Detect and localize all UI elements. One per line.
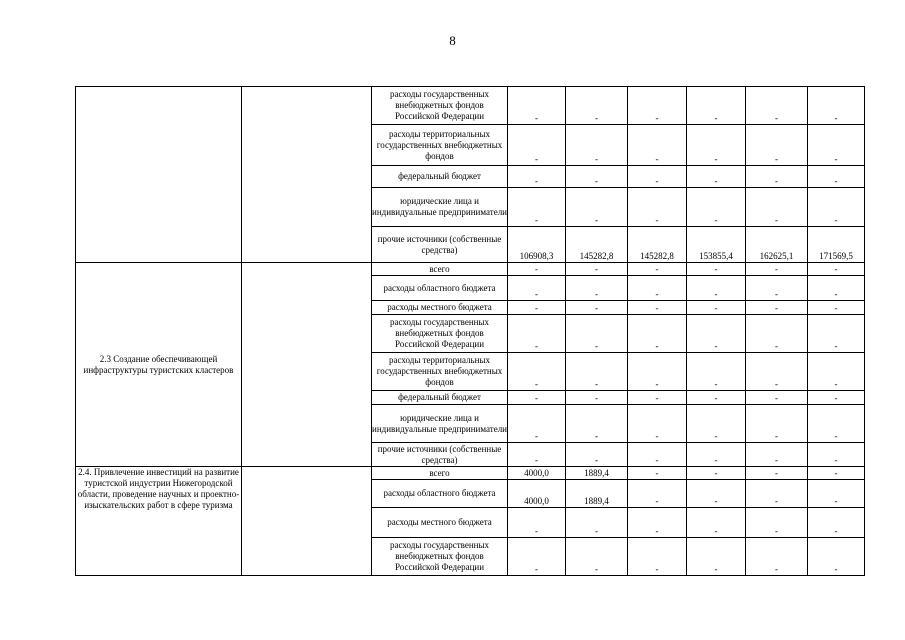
value-cell: - [566, 443, 628, 467]
value-cell: - [687, 188, 746, 227]
value-cell: - [508, 391, 566, 405]
value-cell: - [566, 353, 628, 391]
value-cell: - [508, 263, 566, 276]
value-cell: - [808, 263, 865, 276]
value-cell: - [808, 353, 865, 391]
value-cell: - [508, 87, 566, 125]
value-cell: 145282,8 [628, 227, 687, 263]
value-cell: - [746, 166, 808, 188]
funding-source-cell: юридические лица и индивидуальные предприниматели [372, 405, 508, 443]
value-cell: - [687, 87, 746, 125]
funding-source-cell: расходы областного бюджета [372, 276, 508, 301]
value-cell: - [808, 480, 865, 508]
funding-table-body [76, 87, 865, 576]
value-cell: - [808, 301, 865, 315]
value-cell: - [746, 538, 808, 576]
value-cell: - [746, 315, 808, 353]
value-cell: 4000,0 [508, 467, 566, 480]
value-cell: - [628, 301, 687, 315]
value-cell: - [687, 405, 746, 443]
value-cell: - [687, 480, 746, 508]
value-cell: - [808, 405, 865, 443]
value-cell: - [808, 508, 865, 538]
value-cell: - [566, 125, 628, 166]
value-cell: - [808, 87, 865, 125]
value-cell: - [746, 353, 808, 391]
value-cell: - [687, 467, 746, 480]
value-cell: - [746, 263, 808, 276]
value-cell: - [508, 301, 566, 315]
program-cell: 2.3 Создание обеспечивающей инфраструктуры туристских кластеров [76, 263, 242, 467]
value-cell: - [808, 443, 865, 467]
funding-source-cell: расходы территориальных государственных внебюджетных фондов [372, 353, 508, 391]
value-cell: - [687, 166, 746, 188]
funding-source-cell: расходы областного бюджета [372, 480, 508, 508]
value-cell: - [808, 538, 865, 576]
program-cell: 2.4. Привлечение инвестиций на развитие туристской индустрии Нижегородской области, проведение научных и проектно-изыскательских работ в сфере туризма [76, 467, 242, 576]
value-cell: - [628, 263, 687, 276]
funding-source-cell: юридические лица и индивидуальные предприниматели [372, 188, 508, 227]
value-cell: - [808, 188, 865, 227]
value-cell: - [628, 391, 687, 405]
table-row [76, 263, 865, 276]
value-cell: - [628, 480, 687, 508]
value-cell: - [687, 508, 746, 538]
table-row [76, 87, 865, 125]
funding-source-cell: федеральный бюджет [372, 166, 508, 188]
value-cell: - [508, 188, 566, 227]
value-cell: 106908,3 [508, 227, 566, 263]
value-cell: - [628, 125, 687, 166]
value-cell: - [746, 125, 808, 166]
value-cell: - [566, 301, 628, 315]
value-cell: - [508, 508, 566, 538]
value-cell: - [628, 405, 687, 443]
value-cell: - [566, 87, 628, 125]
program-cell [76, 87, 242, 263]
value-cell: - [687, 301, 746, 315]
value-cell: - [628, 538, 687, 576]
funding-source-cell: всего [372, 263, 508, 276]
value-cell: - [746, 276, 808, 301]
value-cell: - [508, 315, 566, 353]
funding-source-cell: расходы местного бюджета [372, 301, 508, 315]
funding-table [75, 86, 865, 576]
value-cell: - [808, 125, 865, 166]
funding-source-cell: расходы государственных внебюджетных фондов Российской Федерации [372, 315, 508, 353]
value-cell: - [566, 391, 628, 405]
value-cell: - [566, 263, 628, 276]
funding-source-cell: расходы территориальных государственных внебюджетных фондов [372, 125, 508, 166]
funding-source-cell: прочие источники (собственные средства) [372, 227, 508, 263]
value-cell: - [687, 125, 746, 166]
value-cell: - [687, 263, 746, 276]
measure-cell [242, 467, 372, 576]
value-cell: - [508, 443, 566, 467]
value-cell: - [808, 391, 865, 405]
value-cell: - [566, 276, 628, 301]
value-cell: - [808, 166, 865, 188]
value-cell: - [508, 276, 566, 301]
value-cell: - [746, 508, 808, 538]
table-row [76, 467, 865, 480]
funding-source-cell: всего [372, 467, 508, 480]
value-cell: 171569,5 [808, 227, 865, 263]
funding-source-cell: федеральный бюджет [372, 391, 508, 405]
value-cell: - [746, 443, 808, 467]
funding-source-cell: прочие источники (собственные средства) [372, 443, 508, 467]
page-number: 8 [449, 33, 456, 48]
value-cell: 153855,4 [687, 227, 746, 263]
value-cell: - [566, 508, 628, 538]
value-cell: - [628, 166, 687, 188]
value-cell: - [687, 443, 746, 467]
value-cell: - [746, 480, 808, 508]
value-cell: - [508, 405, 566, 443]
value-cell: 145282,8 [566, 227, 628, 263]
value-cell: - [746, 391, 808, 405]
value-cell: 1889,4 [566, 467, 628, 480]
value-cell: - [687, 315, 746, 353]
funding-source-cell: расходы государственных внебюджетных фондов Российской Федерации [372, 87, 508, 125]
value-cell: - [628, 443, 687, 467]
value-cell: - [566, 538, 628, 576]
value-cell: - [746, 301, 808, 315]
value-cell: - [566, 405, 628, 443]
value-cell: 162625,1 [746, 227, 808, 263]
value-cell: - [628, 276, 687, 301]
value-cell: - [808, 276, 865, 301]
value-cell: - [808, 467, 865, 480]
value-cell: - [628, 87, 687, 125]
value-cell: - [566, 166, 628, 188]
funding-source-cell: расходы государственных внебюджетных фондов Российской Федерации [372, 538, 508, 576]
value-cell: - [746, 405, 808, 443]
value-cell: - [508, 125, 566, 166]
value-cell: - [628, 188, 687, 227]
value-cell: - [508, 538, 566, 576]
value-cell: - [687, 391, 746, 405]
funding-source-cell: расходы местного бюджета [372, 508, 508, 538]
measure-cell [242, 263, 372, 467]
value-cell: 1889,4 [566, 480, 628, 508]
value-cell: - [628, 315, 687, 353]
value-cell: - [508, 353, 566, 391]
value-cell: - [808, 315, 865, 353]
value-cell: - [746, 87, 808, 125]
value-cell: - [566, 188, 628, 227]
value-cell: 4000,0 [508, 480, 566, 508]
value-cell: - [508, 166, 566, 188]
measure-cell [242, 87, 372, 263]
value-cell: - [628, 508, 687, 538]
value-cell: - [687, 276, 746, 301]
value-cell: - [687, 353, 746, 391]
value-cell: - [746, 188, 808, 227]
value-cell: - [628, 353, 687, 391]
value-cell: - [687, 538, 746, 576]
value-cell: - [628, 467, 687, 480]
value-cell: - [746, 467, 808, 480]
value-cell: - [566, 315, 628, 353]
